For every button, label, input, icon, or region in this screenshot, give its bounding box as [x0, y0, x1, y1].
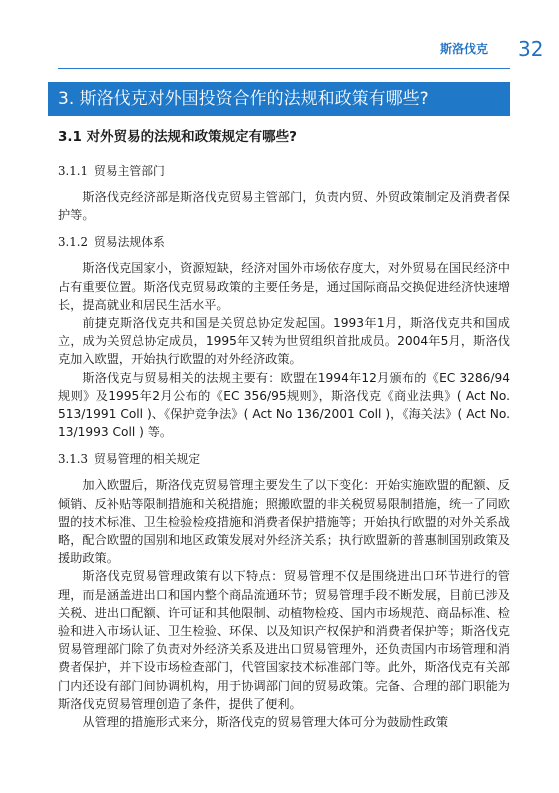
subsection-title: 贸易法规体系: [94, 235, 165, 250]
body-paragraph: 斯洛伐克与贸易相关的法规主要有：欧盟在1994年12月颁布的《EC 3286/94规则》及1995年2月公布的《EC 356/95规则》，斯洛伐克《商业法典》( Act No. 513/1991 Coll )、《保护竞争法》( Act No 136/2001 Coll )，《海关法》( Act No. 13/1993 Coll ) 等。: [58, 370, 510, 440]
running-header-country: 斯洛伐克: [440, 42, 489, 56]
subsection-number: 3.1.2: [58, 235, 89, 250]
body-paragraph: 斯洛伐克经济部是斯洛伐克贸易主管部门，负责内贸、外贸政策制定及消费者保护等。: [58, 190, 510, 223]
body-paragraph: 斯洛伐克国家小，资源短缺，经济对国外市场依存度大，对外贸易在国民经济中占有重要位置。斯洛伐克贸易政策的主要任务是，通过国际商品交换促进经济快速增长，提高就业和居民生活水平。: [58, 261, 510, 312]
section-heading: 3.1 对外贸易的法规和政策规定有哪些?: [58, 129, 297, 145]
subsection-heading: [58, 162, 510, 180]
subsection-title: 贸易主管部门: [94, 164, 165, 178]
page-number: 32: [518, 37, 544, 61]
page-body: [58, 126, 510, 731]
subsection-title: 贸易管理的相关规定: [94, 452, 201, 467]
body-paragraph: 前捷克斯洛伐克共和国是关贸总协定发起国。1993年1月，斯洛伐克共和国成立，成为关贸总协定成员，1995年又转为世贸组织首批成员。2004年5月，斯洛伐克加入欧盟，开始执行欧盟的对外经济政策。: [58, 316, 510, 367]
body-paragraph: 斯洛伐克贸易管理政策有以下特点：贸易管理不仅是围绕进出口环节进行的管理，而是涵盖进出口和国内整个商品流通环节；贸易管理手段不断发展，目前已涉及关税、进出口配额、许可证和其他限制、动植物检疫、国内市场规范、商品标准、检验和进入市场认证、卫生检验、环保、以及知识产权保护和消费者保护等；斯洛伐克贸易管理部门除了负责对外经济关系及进出口贸易管理外，还负责国内市场管理和消费者保护，并下设市场检查部门，代管国家技术标准部门等。此外，斯洛伐克有关部门内还设有部门间协调机构，用于协调部门间的贸易政策。完备、合理的部门职能为斯洛伐克贸易管理创造了条件，提供了便利。: [58, 569, 510, 711]
body-paragraph: 从管理的措施形式来分，斯洛伐克的贸易管理大体可分为鼓励性政策: [82, 715, 449, 730]
header-divider: [58, 68, 510, 69]
subsection-heading: [58, 450, 510, 468]
body-paragraph: 加入欧盟后，斯洛伐克贸易管理主要发生了以下变化：开始实施欧盟的配额、反倾销、反补贴等限制措施和关税措施；照搬欧盟的非关税贸易限制措施，统一了同欧盟的技术标准、卫生检验检疫措施和消费者保护措施等；开始执行欧盟的对外关系战略，配合欧盟的国别和地区政策发展对外经济关系；执行欧盟新的普惠制国别政策及援助政策。: [58, 478, 510, 566]
subsection-number: 3.1.1: [58, 164, 89, 178]
chapter-title-banner: 3. 斯洛伐克对外国投资合作的法规和政策有哪些?: [48, 82, 510, 116]
subsection-heading: [58, 233, 510, 251]
subsection-number: 3.1.3: [58, 452, 89, 467]
